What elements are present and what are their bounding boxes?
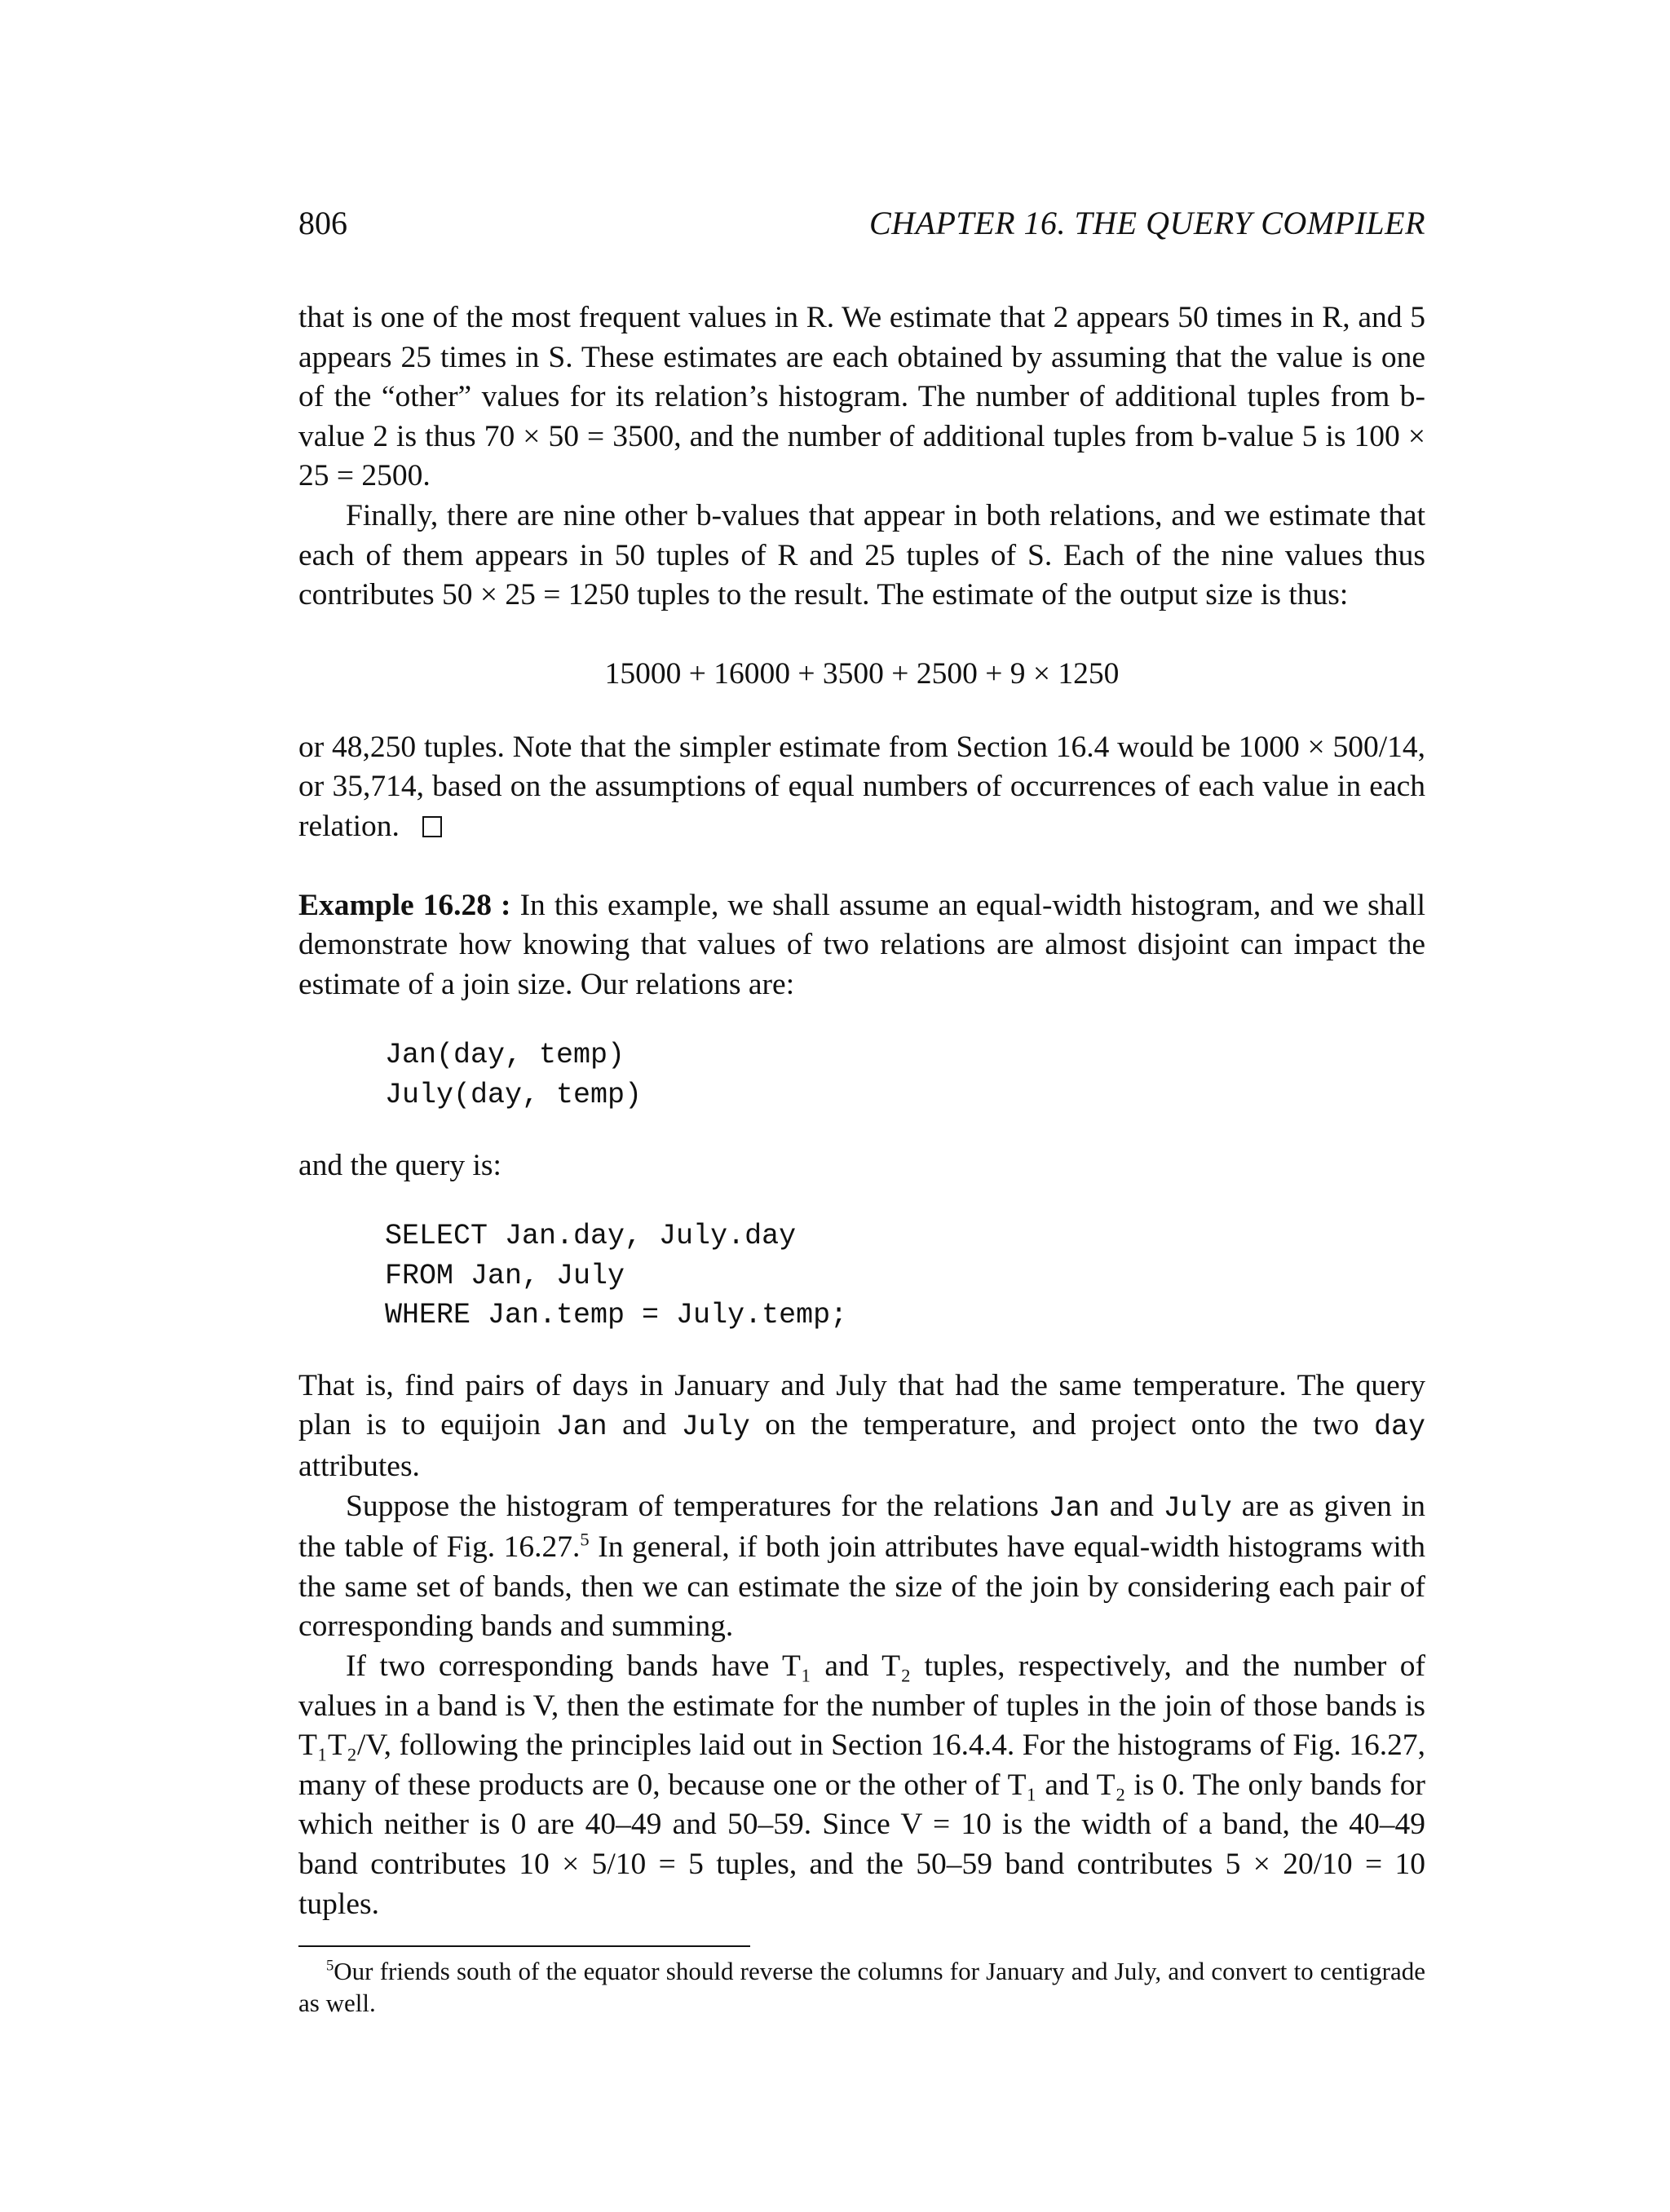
- paragraph-histogram: [298, 1487, 1425, 1647]
- text-run: attributes.: [298, 1450, 420, 1484]
- display-equation: 15000 + 16000 + 3500 + 2500 + 9 × 1250: [604, 656, 1120, 691]
- example-intro: [298, 886, 1425, 1005]
- text-run: on the temperature, and project onto the two: [749, 1408, 1374, 1442]
- relation-name-jan: Jan: [555, 1411, 607, 1444]
- text-run: Suppose the histogram of temperatures for the relations: [346, 1489, 1049, 1523]
- chapter-title: CHAPTER 16. THE QUERY COMPILER: [868, 205, 1425, 241]
- relation-name-jan: Jan: [1048, 1491, 1100, 1525]
- relation-name-july: July: [1163, 1491, 1232, 1525]
- text-run: That is, find pairs of days in January and July that had the same temperature. The query plan is to equijoin: [298, 1368, 1425, 1442]
- example-label: Example 16.28 :: [298, 888, 511, 922]
- paragraph-estimate-result: [298, 728, 1425, 847]
- relation-name-july: July: [681, 1411, 750, 1444]
- footnote-text: Our friends south of the equator should reverse the columns for January and July, and convert to centigrade as well.: [298, 1957, 1425, 2018]
- footnote-divider: [298, 1945, 750, 1947]
- paragraph-query-plan: [298, 1366, 1425, 1487]
- page-number: 806: [298, 205, 347, 241]
- query-intro: and the query is:: [298, 1148, 501, 1182]
- page-content: [298, 196, 1425, 2019]
- paragraph-continuation: that is one of the most frequent values in R. We estimate that 2 appears 50 times in R, and 5 appears 25 times in S. These estimates are each obtained by assuming that the value is one of the “other” values for its relation’s histogram. The number of additional tuples from b-value 2 is thus 70 × 50 = 3500, and the number of additional tuples from b-value 5 is 100 × 25 = 2500.: [298, 301, 1425, 493]
- text-run: In general, if both join attributes have equal-width histograms with the same set of bands, then we can estimate the size of the join by considering each pair of corresponding bands and summing.: [298, 1530, 1426, 1644]
- example-16-28: [298, 886, 1425, 1925]
- example-text: In this example, we shall assume an equal-width histogram, and we shall demonstrate how knowing that values of two relations are almost disjoint can impact the estimate of a join size. Our relations are:: [298, 888, 1425, 1001]
- paragraph-band-estimate: If two corresponding bands have T₁ and T₂ tuples, respectively, and the number of values in a band is V, then the estimate for the number of tuples in the join of those bands is T₁T₂/V, following the principles laid out in Section 16.4.4. For the histograms of Fig. 16.27, many of these products are 0, because one or the other of T₁ and T₂ is 0. The only bands for which neither is 0 are 40–49 and 50–59. Since V = 10 is the width of a band, the 40–49 band contributes 10 × 5/10 = 5 tuples, and the 50–59 band contributes 5 × 20/10 = 10 tuples.: [298, 1649, 1425, 1921]
- running-head: [298, 196, 1425, 245]
- relations-code: Jan(day, temp) July(day, temp): [385, 1039, 643, 1111]
- end-of-example-icon: [422, 816, 442, 837]
- paragraph-nine-values: Finally, there are nine other b-values that appear in both relations, and we estimate that each of them appears in 50 tuples of R and 25 tuples of S. Each of the nine values thus contributes 50 × 25 = 1250 tuples to the result. The estimate of the output size is thus:: [298, 498, 1425, 612]
- text-run: are as given in the table of Fig. 16.27.: [298, 1489, 1425, 1565]
- footnote-reference[interactable]: 5: [580, 1529, 590, 1550]
- estimate-text: or 48,250 tuples. Note that the simpler estimate from Section 16.4 would be 1000 × 500/14, or 35,714, based on the assumptions of equal numbers of occurrences of each value in each relation.: [298, 730, 1425, 843]
- text-run: and: [1099, 1489, 1164, 1523]
- footnote-marker: 5: [326, 1957, 334, 1975]
- attribute-name-day: day: [1373, 1411, 1425, 1444]
- footnote: [298, 1955, 1425, 2019]
- query-code: SELECT Jan.day, July.day FROM Jan, July WHERE Jan.temp = July.temp;: [385, 1220, 848, 1332]
- text-run: and: [607, 1408, 682, 1442]
